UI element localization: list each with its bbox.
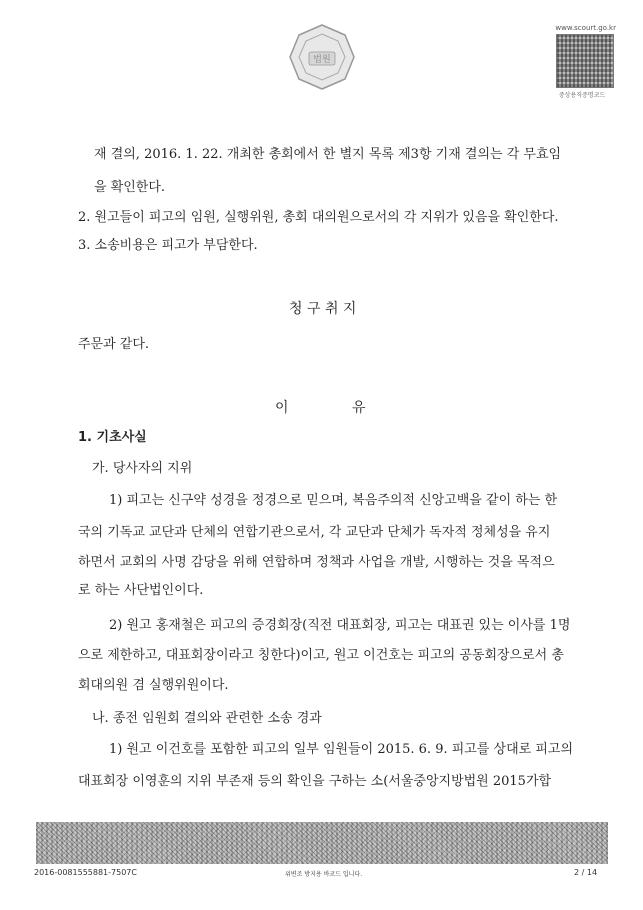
- paragraph-line: 1) 원고 이건호를 포함한 피고의 일부 임원들이 2015. 6. 9. 피고를 상대로 피고의: [109, 742, 574, 757]
- body-line: 을 확인한다.: [94, 180, 166, 195]
- document-number: 2016-0081555881-7507C: [34, 868, 137, 877]
- body-line: 재 결의, 2016. 1. 22. 개최한 총회에서 한 별지 목록 제3항 기재 결의는 각 무효임: [94, 147, 562, 162]
- paragraph-line: 회대의원 겸 실행위원이다.: [78, 678, 229, 693]
- reason-heading-left: 이: [275, 400, 289, 416]
- reason-heading-right: 유: [352, 400, 366, 416]
- paragraph-line: 국의 기독교 교단과 단체의 연합기관으로서, 각 교단과 단체가 독자적 정체성을 유지: [78, 525, 551, 540]
- paragraph-line: 1) 피고는 신구약 성경을 정경으로 믿으며, 복음주의적 신앙고백을 같이 하는 한: [109, 493, 558, 508]
- paragraph-line: 으로 제한하고, 대표회장이라고 칭한다)이고, 원고 이건호는 피고의 공동회장으로서 총: [78, 648, 564, 663]
- verification-qr-code: [556, 34, 614, 88]
- subsection-title: 가. 당사자의 지위: [92, 461, 193, 476]
- paragraph-line: 로 하는 사단법인이다.: [78, 583, 204, 598]
- court-url: www.scourt.go.kr: [555, 24, 616, 32]
- qr-label: 중상용직증명코드: [558, 92, 606, 99]
- subsection-title: 나. 종전 임원회 결의와 관련한 소송 경과: [92, 711, 322, 726]
- body-line: 3. 소송비용은 피고가 부담한다.: [78, 238, 258, 253]
- body-line: 2. 원고들이 피고의 임원, 실행위원, 총회 대의원으로서의 각 지위가 있음을 확인한다.: [78, 210, 559, 225]
- section-title: 1. 기초사실: [78, 430, 147, 445]
- claim-heading: 청 구 취 지: [289, 301, 357, 317]
- claim-text: 주문과 같다.: [78, 337, 150, 352]
- seal-text: 법원: [313, 55, 331, 65]
- page-number: 2 / 14: [574, 868, 598, 877]
- paragraph-line: 하면서 교회의 사명 감당을 위해 연합하며 정책과 사업을 개발, 시행하는 것을 목적으: [78, 555, 555, 570]
- anti-forgery-barcode: [36, 822, 608, 864]
- court-seal: [287, 22, 357, 92]
- paragraph-line: 대표회장 이영훈의 지위 부존재 등의 확인을 구하는 소(서울중앙지방법원 2015가합: [78, 774, 552, 789]
- anti-forgery-notice: 위변조 방지용 바코드 입니다.: [285, 871, 363, 878]
- paragraph-line: 2) 원고 홍재철은 피고의 증경회장(직전 대표회장, 피고는 대표권 있는 이사를 1명: [109, 618, 571, 633]
